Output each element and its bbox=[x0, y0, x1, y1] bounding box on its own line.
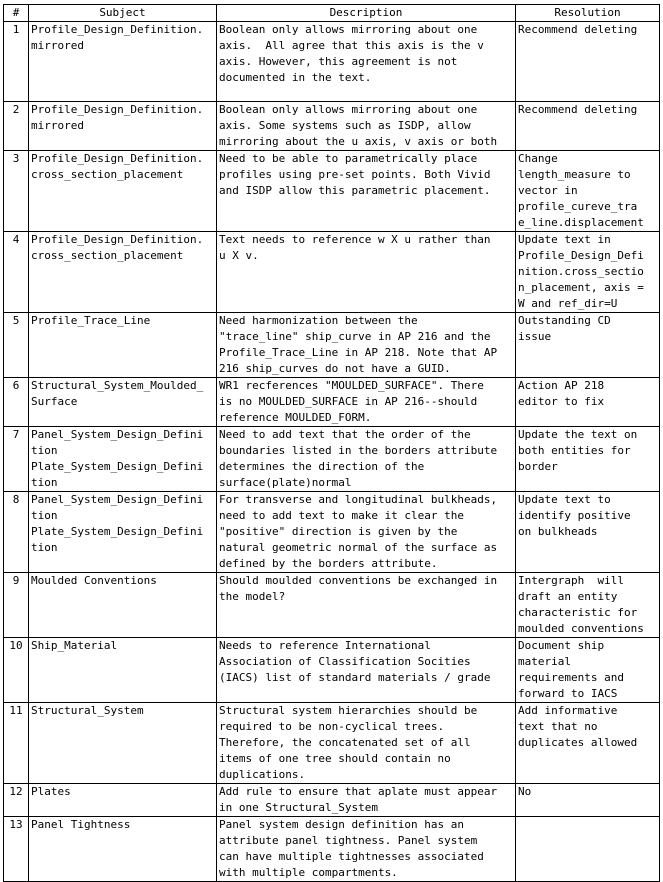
table-row bbox=[4, 427, 660, 492]
row-resolution: Recommend deleting bbox=[516, 102, 660, 151]
table-body bbox=[4, 22, 660, 882]
table-row bbox=[4, 151, 660, 232]
row-resolution: Update text to identify positive on bulkheads bbox=[516, 492, 660, 573]
row-number: 10 bbox=[4, 638, 29, 703]
table-row bbox=[4, 102, 660, 151]
table-row bbox=[4, 638, 660, 703]
row-number: 11 bbox=[4, 703, 29, 784]
row-description: Boolean only allows mirroring about one axis. All agree that this axis is the v axis. However, this agreement is not documented in the text. bbox=[217, 22, 516, 102]
table-row bbox=[4, 22, 660, 102]
row-description: Structural system hierarchies should be required to be non-cyclical trees. Therefore, the concatenated set of all items of one tree should contain no duplications. bbox=[217, 703, 516, 784]
row-description: WR1 recferences "MOULDED_SURFACE". There is no MOULDED_SURFACE in AP 216--should reference MOULDED_FORM. bbox=[217, 378, 516, 427]
row-description: Boolean only allows mirroring about one axis. Some systems such as ISDP, allow mirroring about the u axis, v axis or both bbox=[217, 102, 516, 151]
table-row bbox=[4, 573, 660, 638]
table-row bbox=[4, 784, 660, 817]
row-subject: Ship_Material bbox=[29, 638, 217, 703]
row-description: Text needs to reference w X u rather than u X v. bbox=[217, 232, 516, 313]
row-number: 13 bbox=[4, 817, 29, 882]
row-resolution: Update the text on both entities for border bbox=[516, 427, 660, 492]
row-number: 9 bbox=[4, 573, 29, 638]
row-resolution: No bbox=[516, 784, 660, 817]
row-subject: Panel_System_Design_Defini tion Plate_System_Design_Defini tion bbox=[29, 492, 217, 573]
row-subject: Panel_System_Design_Defini tion Plate_System_Design_Defini tion bbox=[29, 427, 217, 492]
row-resolution: Update text in Profile_Design_Defi nition.cross_sectio n_placement, axis = W and ref_dir=U bbox=[516, 232, 660, 313]
row-subject: Structural_System bbox=[29, 703, 217, 784]
row-resolution bbox=[516, 817, 660, 882]
row-resolution: Document ship material requirements and forward to IACS bbox=[516, 638, 660, 703]
row-subject: Profile_Design_Definition. cross_section_placement bbox=[29, 151, 217, 232]
row-number: 2 bbox=[4, 102, 29, 151]
row-number: 7 bbox=[4, 427, 29, 492]
table-row bbox=[4, 703, 660, 784]
header-number: # bbox=[4, 5, 29, 22]
row-resolution: Change length_measure to vector in profile_cureve_tra e_line.displacement bbox=[516, 151, 660, 232]
row-subject: Profile_Design_Definition. mirrored bbox=[29, 102, 217, 151]
row-description: Add rule to ensure that aplate must appear in one Structural_System bbox=[217, 784, 516, 817]
row-subject: Plates bbox=[29, 784, 217, 817]
row-number: 5 bbox=[4, 313, 29, 378]
row-subject: Profile_Design_Definition. cross_section_placement bbox=[29, 232, 217, 313]
header-resolution: Resolution bbox=[516, 5, 660, 22]
row-resolution: Action AP 218 editor to fix bbox=[516, 378, 660, 427]
header-subject: Subject bbox=[29, 5, 217, 22]
row-resolution: Recommend deleting bbox=[516, 22, 660, 102]
row-description: For transverse and longitudinal bulkheads, need to add text to make it clear the "positive" direction is given by the natural geometric normal of the surface as defined by the borders attribute. bbox=[217, 492, 516, 573]
table-row bbox=[4, 313, 660, 378]
row-subject: Profile_Design_Definition. mirrored bbox=[29, 22, 217, 102]
row-number: 3 bbox=[4, 151, 29, 232]
table-row bbox=[4, 492, 660, 573]
row-number: 4 bbox=[4, 232, 29, 313]
row-subject: Moulded Conventions bbox=[29, 573, 217, 638]
row-description: Need to be able to parametrically place profiles using pre-set points. Both Vivid and ISDP allow this parametric placement. bbox=[217, 151, 516, 232]
row-number: 6 bbox=[4, 378, 29, 427]
row-subject: Structural_System_Moulded_ Surface bbox=[29, 378, 217, 427]
row-description: Need harmonization between the "trace_line" ship_curve in AP 216 and the Profile_Trace_Line in AP 218. Note that AP 216 ship_curves do not have a GUID. bbox=[217, 313, 516, 378]
row-resolution: Add informative text that no duplicates allowed bbox=[516, 703, 660, 784]
row-description: Should moulded conventions be exchanged in the model? bbox=[217, 573, 516, 638]
row-description: Panel system design definition has an attribute panel tightness. Panel system can have multiple tightnesses associated with multiple compartments. bbox=[217, 817, 516, 882]
row-subject: Panel Tightness bbox=[29, 817, 217, 882]
table-row bbox=[4, 817, 660, 882]
header-description: Description bbox=[217, 5, 516, 22]
row-description: Need to add text that the order of the boundaries listed in the borders attribute determines the direction of the surface(plate)normal bbox=[217, 427, 516, 492]
table-row bbox=[4, 232, 660, 313]
row-resolution: Intergraph will draft an entity characteristic for moulded conventions bbox=[516, 573, 660, 638]
row-subject: Profile_Trace_Line bbox=[29, 313, 217, 378]
row-resolution: Outstanding CD issue bbox=[516, 313, 660, 378]
table-row bbox=[4, 378, 660, 427]
header-row bbox=[4, 5, 660, 22]
row-number: 8 bbox=[4, 492, 29, 573]
issues-table bbox=[3, 4, 660, 882]
row-description: Needs to reference International Association of Classification Socities (IACS) list of standard materials / grade bbox=[217, 638, 516, 703]
row-number: 1 bbox=[4, 22, 29, 102]
row-number: 12 bbox=[4, 784, 29, 817]
